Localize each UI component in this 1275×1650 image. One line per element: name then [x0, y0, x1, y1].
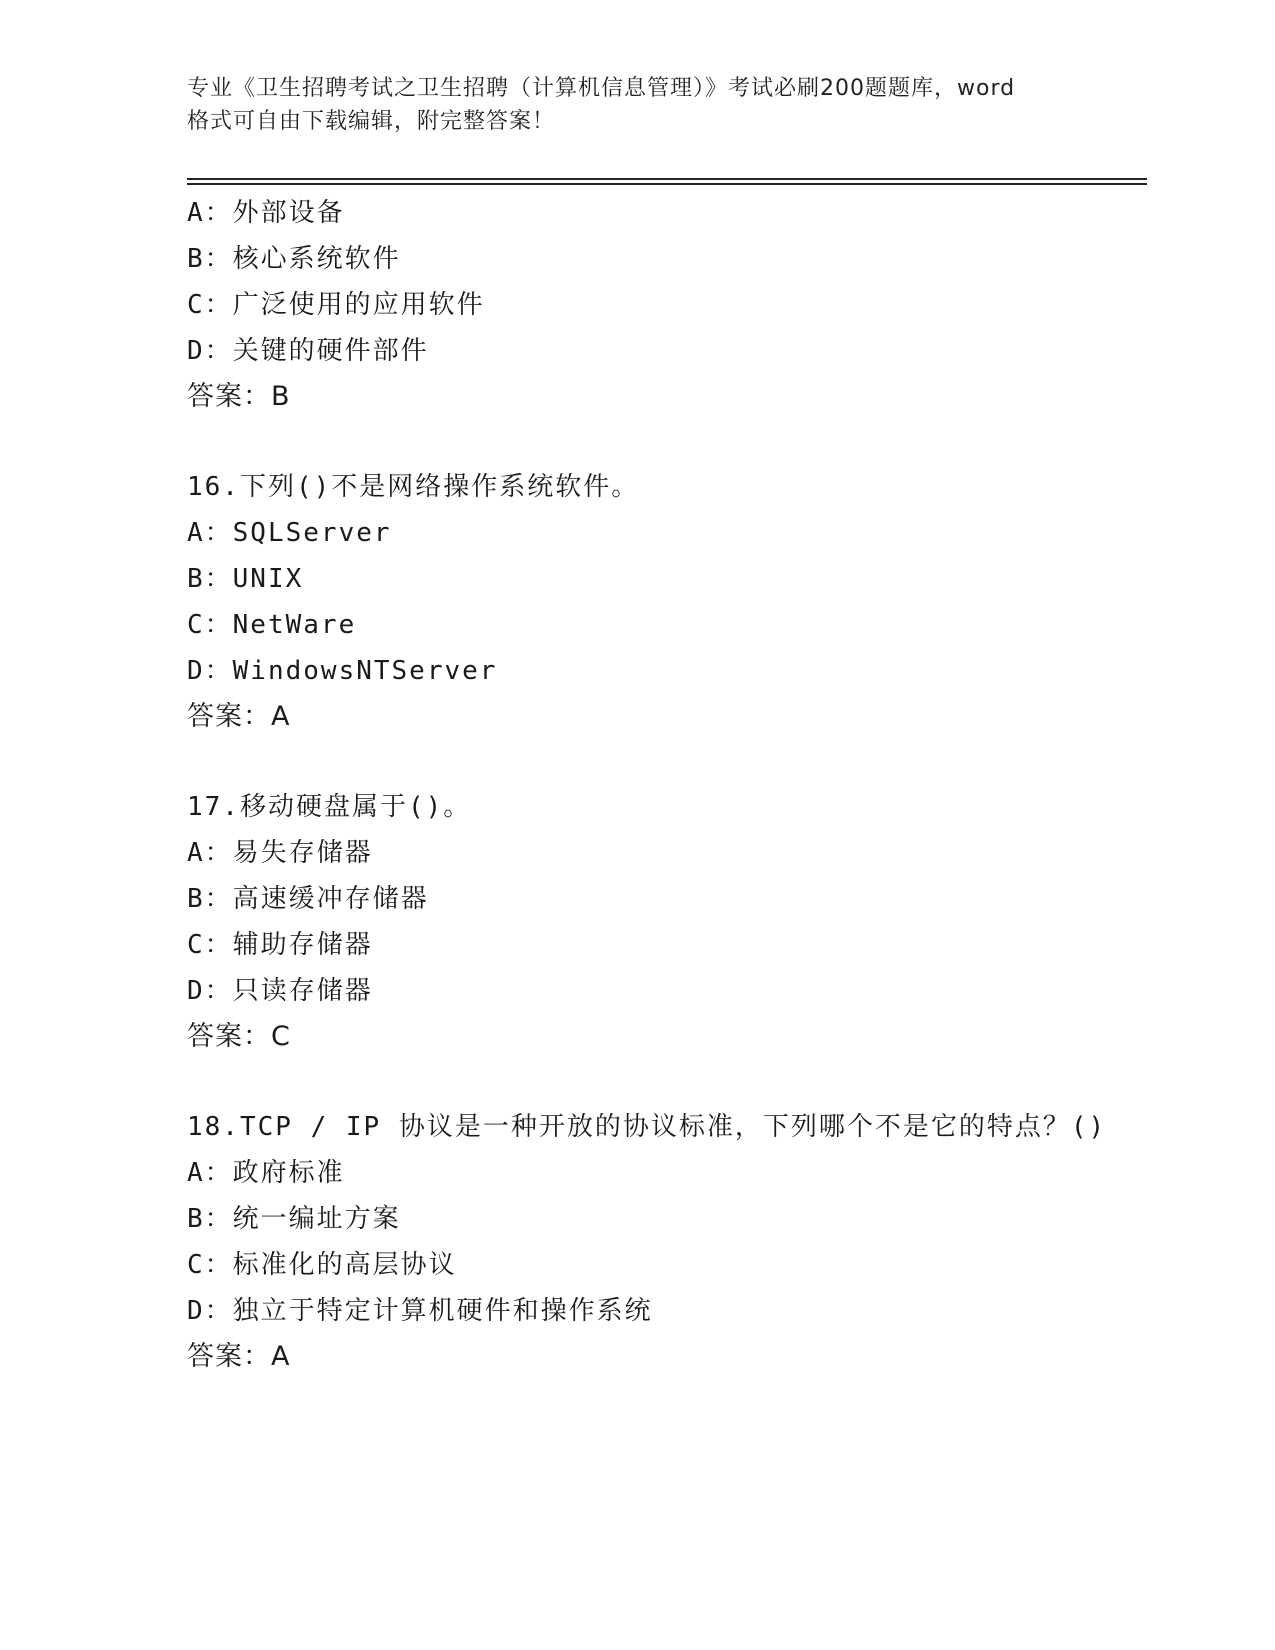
question-list [187, 190, 1187, 1380]
option-a: A：易失存储器 [187, 838, 373, 868]
spacer [187, 740, 1187, 784]
option-d: D：WindowsNTServer [187, 656, 498, 686]
question-block-18 [187, 1104, 1187, 1380]
question-block-15 [187, 190, 1187, 420]
document-header [187, 72, 1087, 138]
header-line-1: 专业《卫生招聘考试之卫生招聘（计算机信息管理）》考试必刷200题题库，word [187, 76, 1016, 101]
option-c: C：辅助存储器 [187, 930, 373, 960]
answer-line: 答案：A [187, 1341, 291, 1372]
option-d: D：关键的硬件部件 [187, 336, 429, 366]
answer-line: 答案：B [187, 381, 291, 412]
option-b: B：统一编址方案 [187, 1204, 401, 1234]
spacer [187, 420, 1187, 464]
option-a: A：政府标准 [187, 1158, 345, 1188]
option-c: C：标准化的高层协议 [187, 1250, 457, 1280]
header-divider-top [187, 178, 1147, 180]
question-text: 17.移动硬盘属于()。 [187, 792, 472, 822]
header-line-2: 格式可自由下载编辑，附完整答案！ [187, 109, 556, 134]
answer-line: 答案：A [187, 701, 291, 732]
option-a: A：外部设备 [187, 198, 345, 228]
option-d: D：独立于特定计算机硬件和操作系统 [187, 1296, 653, 1326]
option-b: B：UNIX [187, 564, 304, 594]
spacer [187, 1060, 1187, 1104]
option-a: A：SQLServer [187, 518, 392, 548]
option-c: C：NetWare [187, 610, 357, 640]
question-block-17 [187, 784, 1187, 1060]
question-text: 18.TCP / IP 协议是一种开放的协议标准，下列哪个不是它的特点？() [187, 1112, 1107, 1142]
option-b: B：高速缓冲存储器 [187, 884, 429, 914]
question-block-16 [187, 464, 1187, 740]
option-c: C：广泛使用的应用软件 [187, 290, 485, 320]
answer-line: 答案：C [187, 1021, 291, 1052]
option-b: B：核心系统软件 [187, 244, 401, 274]
header-divider-bottom [187, 183, 1147, 185]
question-text: 16.下列()不是网络操作系统软件。 [187, 472, 640, 502]
option-d: D：只读存储器 [187, 976, 373, 1006]
